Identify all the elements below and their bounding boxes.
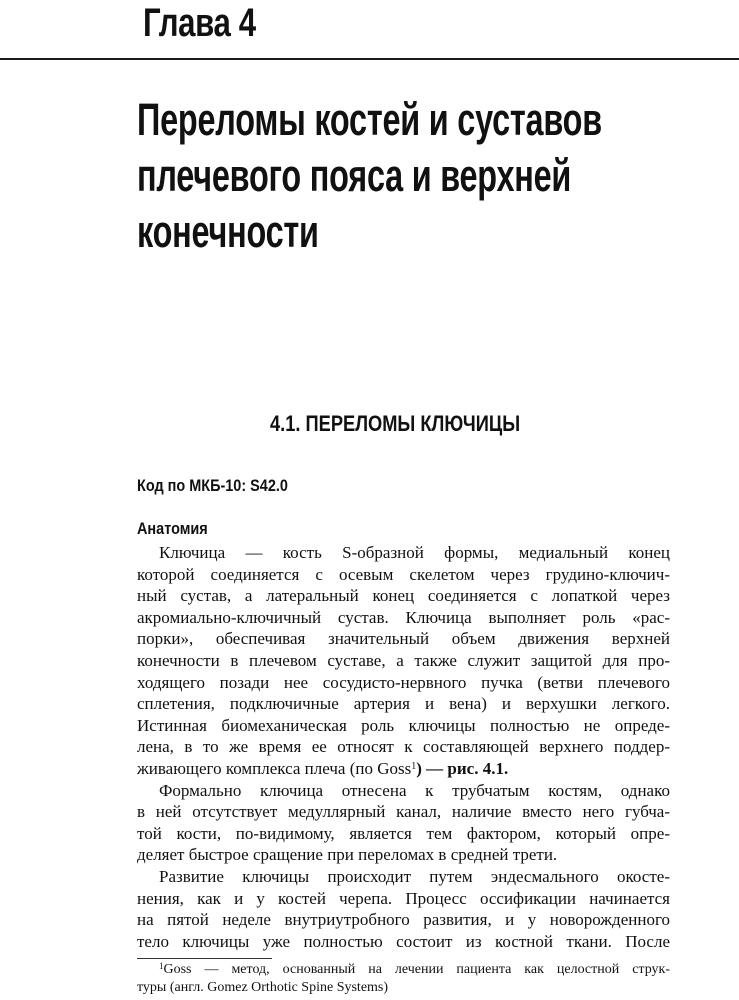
- body-line-with-figure-ref: [137, 758, 670, 780]
- subsection-heading: Анатомия: [137, 519, 208, 538]
- chapter-title-line: плечевого пояса и верхней: [137, 150, 572, 201]
- body-line: ходящего позади нее сосудисто-нервного пучка (ветви плечевого: [137, 672, 670, 692]
- body-line: акромиально-ключичный сустав. Ключица выполняет роль «рас-: [137, 607, 670, 627]
- footnote-line: туры (англ. Gomez Orthotic Spine Systems): [137, 980, 389, 995]
- body-line: в ней отсутствует медуллярный канал, наличие вместо него губча-: [137, 802, 670, 822]
- figure-reference-link[interactable]: рис. 4.1: [447, 758, 504, 778]
- footnote-text: Goss — метод, основанный на лечении пациента как целостной струк-: [163, 962, 670, 977]
- body-line: лена, в то же время ее относят к составляющей верхнего поддер-: [137, 737, 670, 757]
- body-line: нения, как и у костей черепа. Процесс оссификации начинается: [137, 888, 670, 908]
- footnote: [137, 961, 670, 997]
- body-text: [137, 542, 670, 952]
- chapter-header: [0, 0, 739, 62]
- body-line: Развитие ключицы происходит путем эндесмального окосте-: [159, 866, 670, 886]
- body-line: деляет быстрое сращение при переломах в средней трети.: [137, 845, 558, 865]
- footnote-rule: [137, 958, 272, 959]
- body-line: ный сустав, а латеральный конец соединяется с лопаткой через: [137, 586, 670, 606]
- body-line: порки», обеспечивая значительный объем движения верхней: [137, 629, 670, 649]
- goss-close: ) —: [416, 758, 448, 778]
- body-line: которой соединяется с осевым скелетом через грудино-ключич-: [137, 564, 670, 584]
- figure-reference-end: .: [503, 758, 509, 778]
- body-line: тело ключицы уже полностью состоит из костной ткани. После: [137, 931, 670, 951]
- chapter-title-line: конечности: [137, 206, 319, 257]
- body-line: конечности в плечевом суставе, а также служит защитой для про-: [137, 650, 670, 670]
- footnote-line: [137, 961, 670, 979]
- body-line: той кости, по-видимому, является тем фактором, который опре-: [137, 823, 670, 843]
- body-line: Формально ключица отнесена к трубчатым костям, однако: [159, 780, 670, 800]
- body-line: Истинная биомеханическая роль ключицы полностью не опреде-: [137, 715, 670, 735]
- footnote-mark: 1: [411, 760, 417, 772]
- body-line-text: живающего комплекса плеча (по Goss: [137, 758, 412, 778]
- body-line: Ключица — кость S-образной формы, медиальный конец: [159, 543, 670, 562]
- chapter-title-line: Переломы костей и суставов: [137, 94, 602, 145]
- footnote-number: 1: [159, 961, 164, 971]
- chapter-title: [137, 92, 684, 260]
- section-heading: 4.1. ПЕРЕЛОМЫ КЛЮЧИЦЫ: [270, 411, 521, 436]
- chapter-label: Глава 4: [143, 1, 256, 45]
- chapter-header-rule: [0, 58, 739, 60]
- body-line: на пятой неделе внутриутробного развития, и у новорожденного: [137, 910, 670, 930]
- icd-code: Код по МКБ-10: S42.0: [137, 476, 288, 495]
- body-line: сплетения, подключичные артерия и вена) и верхушки легкого.: [137, 694, 670, 714]
